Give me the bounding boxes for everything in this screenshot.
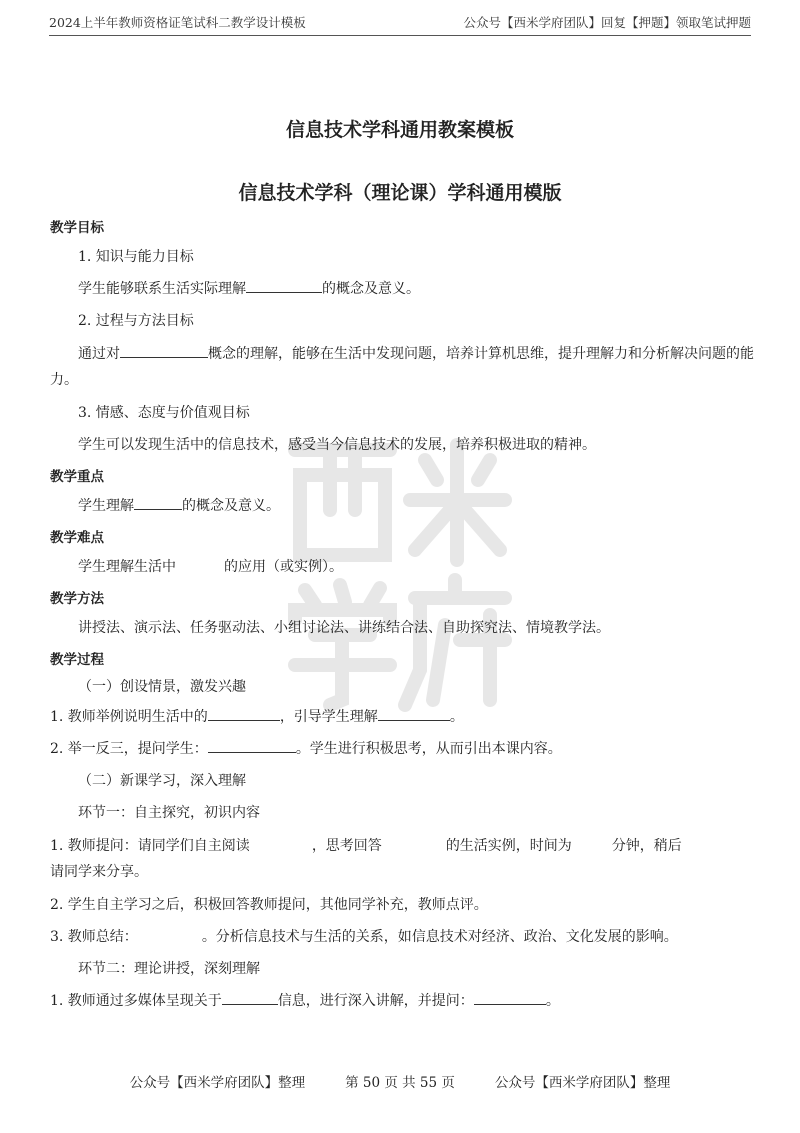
process-part-1: （一）创设情景，激发兴趣 <box>78 679 246 695</box>
footer-left-text: 公众号【西米学府团队】整理 <box>129 1075 306 1091</box>
objective-3-text: 学生可以发现生活中的信息技术，感受当今信息技术的发展，培养积极进取的精神。 <box>78 437 596 453</box>
page-header <box>49 10 751 36</box>
text-segment: 。学生进行积极思考，从而引出本课内容。 <box>295 741 562 757</box>
header-left-text: 2024上半年教师资格证笔试科二教学设计模板 <box>49 15 306 30</box>
process-stage-1: 环节一：自主探究，初识内容 <box>78 805 260 821</box>
document-body <box>50 216 755 1017</box>
fill-blank <box>208 704 280 721</box>
key-points-text <box>50 490 755 522</box>
text-segment: 1. 教师提问：请同学们自主阅读 <box>50 838 250 854</box>
fill-blank <box>134 493 182 510</box>
objective-3-title: 3. 情感、态度与价值观目标 <box>78 405 250 421</box>
objective-1-title: 1. 知识与能力目标 <box>78 249 194 265</box>
section-heading-difficulties: 教学难点 <box>50 530 104 546</box>
text-segment: ，思考回答 <box>311 838 382 854</box>
footer-right-text: 公众号【西米学府团队】整理 <box>494 1075 671 1091</box>
text-segment: 学生理解 <box>78 498 134 514</box>
text-segment: 学生能够联系生活实际理解 <box>78 281 246 297</box>
text-segment: 的概念及意义。 <box>182 498 280 514</box>
process-part-2: （二）新课学习，深入理解 <box>78 773 246 789</box>
text-segment: 学生理解生活中 <box>78 559 176 575</box>
process-1-item-1 <box>50 701 755 733</box>
process-stage-2: 环节二：理论讲授，深刻理解 <box>78 961 260 977</box>
text-segment: 2. 举一反三，提问学生： <box>50 741 208 757</box>
section-heading-key-points: 教学重点 <box>50 469 104 485</box>
fill-blank <box>120 341 208 358</box>
objective-2-text <box>50 341 755 367</box>
text-segment: 分钟，稍后 <box>611 838 682 854</box>
text-segment: 的概念及意义。 <box>322 281 420 297</box>
text-segment: 。 <box>449 709 464 725</box>
header-right-text: 公众号【西米学府团队】回复【押题】领取笔试押题 <box>463 15 751 30</box>
text-segment: 。 <box>545 993 560 1009</box>
text-segment: 概念的理解，能够在生活中发现问题，培养计算机思维，提升理解力和分析解决问题的能 <box>208 346 754 362</box>
page-number: 第 50 页 共 55 页 <box>345 1075 455 1091</box>
document-title: 信息技术学科通用教案模板 <box>285 119 514 141</box>
section-heading-objectives: 教学目标 <box>50 220 104 236</box>
process-stage-1-item-1 <box>50 833 755 859</box>
text-segment: 的应用（或实例）。 <box>224 559 343 575</box>
process-1-item-2 <box>50 733 755 765</box>
section-heading-methods: 教学方法 <box>50 591 104 607</box>
text-segment: ，引导学生理解 <box>279 709 378 725</box>
fill-blank <box>208 736 296 753</box>
process-stage-1-item-3 <box>50 921 755 953</box>
text-segment: 的生活实例，时间为 <box>445 838 572 854</box>
text-segment: 1. 教师举例说明生活中的 <box>50 709 208 725</box>
text-segment: 通过对 <box>78 346 120 362</box>
section-heading-process: 教学过程 <box>50 652 104 668</box>
process-stage-2-item-1 <box>50 985 755 1017</box>
document-subtitle: 信息技术学科（理论课）学科通用模版 <box>238 182 562 204</box>
process-stage-1-item-2: 2. 学生自主学习之后，积极回答教师提问，其他同学补充，教师点评。 <box>50 897 488 913</box>
methods-text: 讲授法、演示法、任务驱动法、小组讨论法、讲练结合法、自助探究法、情境教学法。 <box>78 620 610 636</box>
fill-blank <box>222 988 278 1005</box>
text-segment: 信息，进行深入讲解，并提问： <box>277 993 474 1009</box>
fill-blank <box>246 276 322 293</box>
objective-1-text <box>50 273 755 305</box>
fill-blank <box>378 704 450 721</box>
objective-2-title: 2. 过程与方法目标 <box>78 313 194 329</box>
process-stage-1-item-1-cont: 请同学来分享。 <box>50 864 148 880</box>
text-segment: 1. 教师通过多媒体呈现关于 <box>50 993 222 1009</box>
difficulties-text <box>50 551 755 583</box>
text-segment: 3. 教师总结： <box>50 929 138 945</box>
fill-blank <box>474 988 546 1005</box>
objective-2-text-cont: 力。 <box>50 372 78 388</box>
text-segment: 。分析信息技术与生活的关系，如信息技术对经济、政治、文化发展的影响。 <box>201 929 678 945</box>
page-footer <box>0 1071 800 1091</box>
